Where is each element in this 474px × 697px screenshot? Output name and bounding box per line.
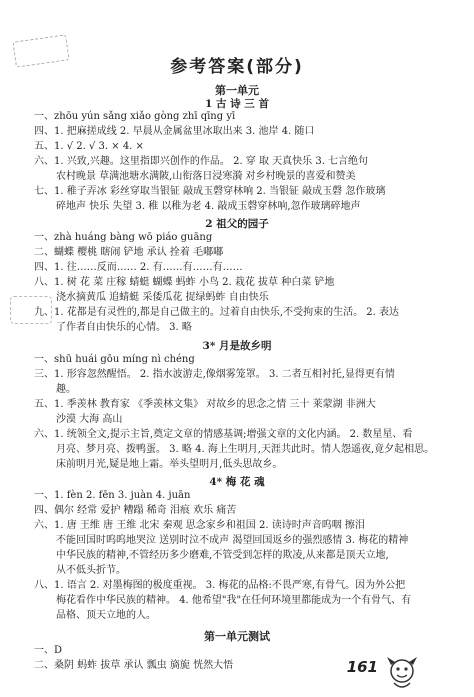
answer-line: 一、1. fèn 2. fēn 3. juàn 4. juān (34, 490, 191, 501)
answer-line: 五、1. 季羡林 教育家 《季羡林文集》 对故乡的思念之情 三十 莱蒙湖 非洲大 (34, 399, 376, 410)
unit-heading: 第一单元 (215, 84, 259, 97)
mascot-icon (380, 651, 424, 691)
answer-line: 月亮、梦月亮、拨鸭蛋。 3. 略 4. 海上生明月,天涯共此时。情人怨遥夜,竟夕起相思。 (56, 444, 435, 455)
answer-line: 从不低头折节。 (56, 565, 126, 576)
decorative-stamp (10, 296, 52, 324)
answer-line: 梅花看作中华民族的精神。 4. 他希望"我"在任何环境里都能成为一个有骨气、有 (56, 595, 412, 606)
answer-line: 二、蝴蝶 樱桃 瞎闹 铲地 承认 拴着 毛嘟嘟 (34, 247, 224, 258)
answer-line: 六、1. 兴致,兴趣。这里指即兴创作的作品。 2. 穿 取 天真快乐 3. 七言绝句 (34, 156, 369, 167)
answer-line: 一、shū huái gōu míng nì chéng (34, 354, 195, 365)
answer-line: 了作者自由快乐的心情。 3. 略 (56, 322, 192, 333)
test-heading: 第一单元测试 (204, 630, 270, 643)
answer-line: 八、1. 树 花 菜 庄稼 蜻蜓 蝴蝶 蚂蚱 小鸟 2. 栽花 拔草 种白菜 铲地 (34, 277, 335, 288)
answer-line: 碎地声 快乐 失望 3. 稚 以稚为老 4. 敲成玉磬穿林响,忽作玻璃碎地声 (56, 201, 361, 212)
answer-line: 八、1. 语言 2. 对墨梅图的极度重视。 3. 梅花的品格:不畏严寒,有骨气。因为外公把 (34, 580, 406, 591)
answer-line: 品格、顶天立地的人。 (56, 610, 156, 621)
answer-line: 一、D (34, 645, 63, 656)
answer-line: 五、1. √ 2. √ 3. × 4. × (34, 141, 144, 152)
answer-line: 沙漠 大海 高山 (56, 414, 123, 425)
answer-line: 二、桑阴 蚂蚱 拔草 承认 瓢虫 旖旎 恍然大悟 (34, 660, 234, 671)
answer-line: 一、zhōu yún sǎng xiǎo gòng zhī qīng yī (34, 111, 236, 122)
answer-line: 四、1. 把麻搓成线 2. 早晨从金属盆里冰取出来 3. 池岸 4. 随口 (34, 126, 315, 137)
answer-line: 四、1. 往……反而…… 2. 有……有……有…… (34, 262, 243, 273)
answer-line: 七、1. 稚子弄冰 彩丝穿取当银钲 敲成玉磬穿林响 2. 当银钲 敲成玉磬 忽作玻璃 (34, 186, 386, 197)
answer-line: 不能回国时呜呜地哭泣 送别时泣不成声 渴望回国返乡的强烈感情 3. 梅花的精神 (56, 535, 409, 546)
answer-line: 趣。 (56, 384, 76, 395)
answer-line: 床前明月光,疑是地上霜。举头望明月,低头思故乡。 (56, 459, 283, 470)
answer-line: 六、1. 统领全文,提示主旨,奠定文章的情感基调;增强文章的文化内涵。 2. 数星星、看 (34, 429, 413, 440)
answer-line: 中华民族的精神,不管经历多少磨难,不管受到怎样的欺凌,从来都是顶天立地, (56, 550, 389, 561)
lesson-heading-1: 1 古 诗 三 首 (205, 98, 269, 110)
answer-line: 四、偶尔 经常 爱护 糟蹋 稀奇 泪痕 欢乐 痛苦 (34, 505, 237, 516)
answer-line: 六、1. 唐 王维 唐 王维 北宋 秦观 思念家乡和祖国 2. 读诗时声音呜咽 擦泪 (34, 520, 365, 531)
page-title: 参考答案(部分) (170, 57, 304, 77)
page-number: 161 (346, 658, 378, 676)
answer-line: 一、zhà huáng bàng wō piáo guāng (34, 232, 213, 243)
answer-line: 农村晚景 草满池塘水满陂,山衔落日浸寒漪 对乡村晚景的喜爱和赞美 (56, 171, 356, 182)
answer-line: 九、1. 花都是有灵性的,都是自己做主的。过着自由快乐,不受拘束的生活。 2. 表达 (34, 307, 399, 318)
answer-line: 浇水摘黄瓜 追蜻蜓 采倭瓜花 捉绿蚂蚱 自由快乐 (56, 292, 269, 303)
answer-line: 三、1. 形容忽然醒悟。 2. 指水波游走,像烟雾笼罩。 3. 二者互相衬托,显得更有情 (34, 369, 395, 380)
lesson-heading-4: 4* 梅 花 魂 (209, 476, 265, 488)
lesson-heading-3: 3* 月是故乡明 (202, 340, 272, 352)
lesson-heading-2: 2 祖父的园子 (205, 218, 269, 230)
